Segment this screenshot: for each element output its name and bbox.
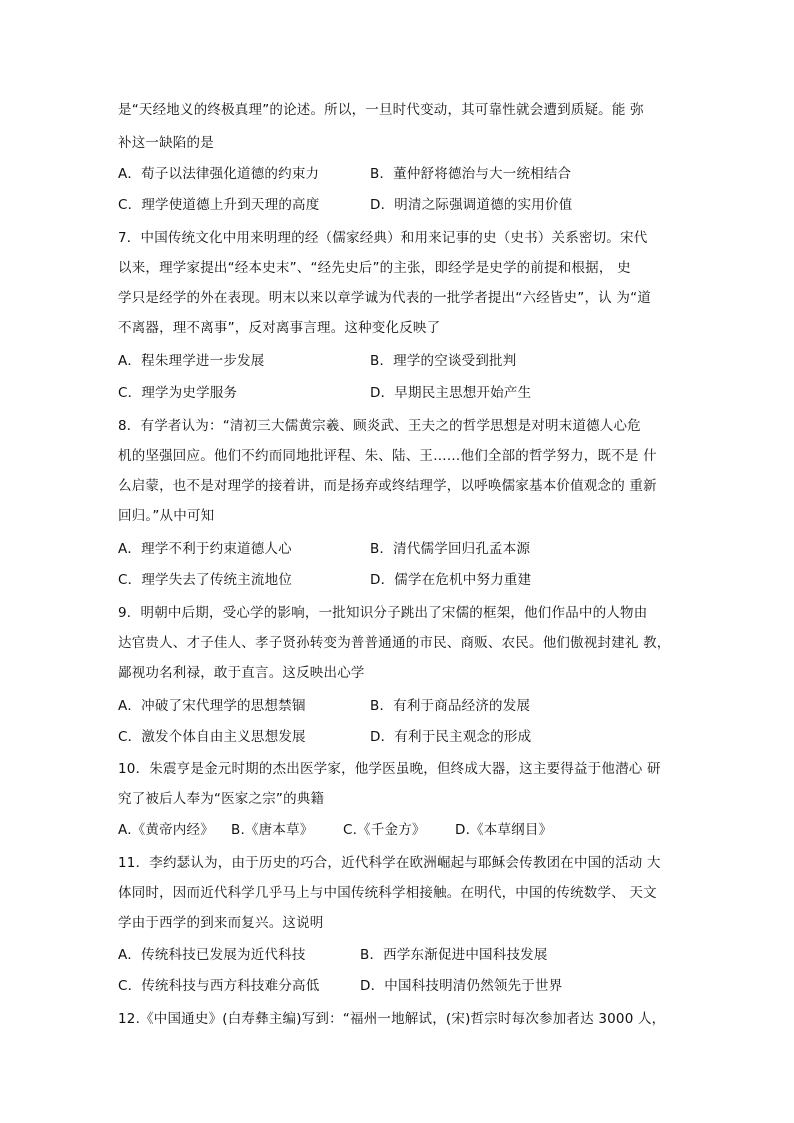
- q11-text-line-1: 11．李约瑟认为，由于历史的巧合，近代科学在欧洲崛起与耶稣会传教团在中国的活动 大: [118, 855, 661, 871]
- q10-text-line-1: 10．朱震亨是金元时期的杰出医学家，他学医虽晚，但终成大器，这主要得益于他潜心 研: [118, 761, 661, 777]
- q7-option-d: D．早期民主思想开始产生: [370, 385, 532, 401]
- q6-text-line-1: 是“天经地义的终极真理”的论述。所以，一旦时代变动，其可靠性就会遭到质疑。能 弥: [118, 102, 644, 118]
- q7-text-line-1: 7．中国传统文化中用来明理的经（儒家经典）和用来记事的史（史书）关系密切。宋代: [118, 230, 648, 246]
- q11-text-line-3: 学由于西学的到来而复兴。这说明: [118, 915, 324, 931]
- q9-option-d: D．有利于民主观念的形成: [370, 729, 532, 745]
- q9-text-line-1: 9．明朝中后期，受心学的影响，一批知识分子跳出了宋儒的框架，他们作品中的人物由: [118, 605, 648, 621]
- q9-option-a: A．冲破了宋代理学的思想禁锢: [118, 698, 306, 714]
- q6-option-b: B．董仲舒将德治与大一统相结合: [370, 166, 572, 182]
- q8-option-b: B．清代儒学回归孔孟本源: [370, 541, 531, 557]
- q8-text-line-1: 8．有学者认为：“清初三大儒黄宗羲、顾炎武、王夫之的哲学思想是对明末道德人心危: [118, 418, 641, 434]
- q9-text-line-3: 鄙视功名利禄，敢于直言。这反映出心学: [118, 665, 365, 681]
- q7-option-b: B．理学的空谈受到批判: [370, 353, 517, 369]
- q9-option-c: C．激发个体自由主义思想发展: [118, 729, 306, 745]
- q7-text-line-3: 学只是经学的外在表现。明末以来以章学诚为代表的一批学者提出“六经皆史”，认 为“道: [118, 290, 651, 306]
- q6-option-c: C．理学使道德上升到天理的高度: [118, 197, 320, 213]
- q11-option-a: A．传统科技已发展为近代科技: [118, 947, 306, 963]
- q8-option-d: D．儒学在危机中努力重建: [370, 572, 532, 588]
- q7-text-line-2: 以来，理学家提出“经本史末”、“经先史后”的主张，即经学是史学的前提和根据， 史: [118, 260, 631, 276]
- q8-text-line-2: 机的坚强回应。他们不约而同地批评程、朱、陆、王……他们全部的哲学努力，既不是 什: [118, 448, 657, 464]
- q7-option-a: A．程朱理学进一步发展: [118, 353, 265, 369]
- q9-option-b: B．有利于商品经济的发展: [370, 698, 531, 714]
- q7-option-c: C．理学为史学服务: [118, 385, 238, 401]
- q12-text-line-1: 12.《中国通史》(白寿彝主编)写到：“福州一地解试，(宋)哲宗时每次参加者达 3000 人，: [118, 1011, 666, 1027]
- q11-option-c: C．传统科技与西方科技难分高低: [118, 978, 320, 994]
- q11-option-b: B．西学东渐促进中国科技发展: [360, 947, 548, 963]
- q8-text-line-3: 么启蒙，也不是对理学的接着讲，而是扬弃或终结理学，以呼唤儒家基本价值观念的 重新: [118, 478, 657, 494]
- q8-text-line-4: 回归。”从中可知: [118, 508, 215, 524]
- q11-text-line-2: 体同时，因而近代科学几乎马上与中国传统科学相接触。在明代，中国的传统数学、 天文: [118, 885, 657, 901]
- q10-option-b: B.《唐本草》: [231, 822, 314, 838]
- q8-option-a: A．理学不利于约束道德人心: [118, 541, 292, 557]
- q6-option-a: A．荀子以法律强化道德的约束力: [118, 166, 320, 182]
- q10-option-c: C.《千金方》: [343, 822, 426, 838]
- q7-text-line-4: 不离器，理不离事”，反对离事言理。这种变化反映了: [118, 320, 441, 336]
- q10-option-d: D.《本草纲目》: [455, 822, 553, 838]
- q6-text-line-2: 补这一缺陷的是: [118, 135, 214, 151]
- q11-option-d: D．中国科技明清仍然领先于世界: [360, 978, 563, 994]
- q6-option-d: D．明清之际强调道德的实用价值: [370, 197, 573, 213]
- q8-option-c: C．理学失去了传统主流地位: [118, 572, 293, 588]
- q9-text-line-2: 达官贵人、才子佳人、孝子贤孙转变为普普通通的市民、商贩、农民。他们傲视封建礼 教，: [118, 635, 671, 651]
- q10-option-a: A.《黄帝内经》: [118, 822, 214, 838]
- q10-text-line-2: 究了被后人奉为“医家之宗”的典籍: [118, 791, 325, 807]
